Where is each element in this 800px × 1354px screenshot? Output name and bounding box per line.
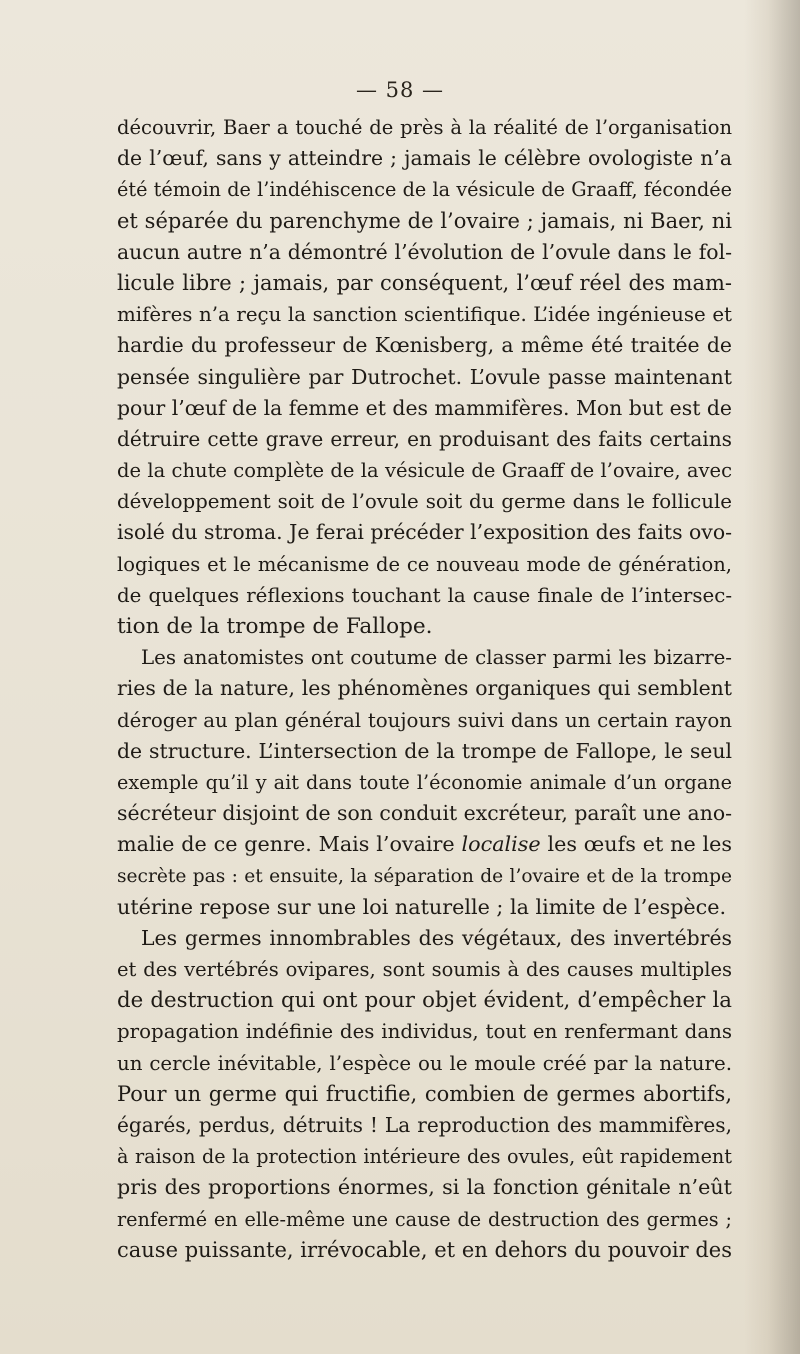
body-text (117, 112, 732, 1266)
text-line: licule libre ; jamais, par conséquent, l’œuf réel des mam- (117, 270, 732, 295)
paragraph-start-line: Les germes innombrables des végétaux, des invertébrés (141, 925, 732, 950)
text-line: un cercle inévitable, l’espèce ou le moule créé par la nature. (117, 1051, 732, 1075)
text-segment: malie de ce genre. Mais l’ovaire (117, 832, 455, 857)
text-line: et séparée du parenchyme de l’ovaire ; jamais, ni Baer, ni (117, 208, 732, 233)
text-line: de quelques réflexions touchant la cause finale de l’intersec- (117, 583, 732, 607)
text-line: secrète pas : et ensuite, la séparation de l’ovaire et de la trompe (117, 865, 732, 887)
text-line: été témoin de l’indéhiscence de la vésicule de Graaff, fécondée (117, 178, 732, 202)
text-line: et des vertébrés ovipares, sont soumis à des causes multiples (117, 958, 732, 982)
text-line: Pour un germe qui fructifie, combien de germes abortifs, (117, 1081, 732, 1106)
text-line: renfermé en elle-même une cause de destruction des germes ; (117, 1207, 732, 1231)
text-line: de structure. L’intersection de la trompe de Fallope, le seul (117, 738, 732, 763)
text-line: de l’œuf, sans y atteindre ; jamais le célèbre ovologiste n’a (117, 146, 732, 171)
text-line: cause puissante, irrévocable, et en dehors du pouvoir des (117, 1237, 732, 1262)
text-line: à raison de la protection intérieure des ovules, eût rapidement (117, 1145, 732, 1169)
text-line: détruire cette grave erreur, en produisant des faits certains (117, 426, 732, 451)
text-line: mifères n’a reçu la sanction scientifique. L’idée ingénieuse et (117, 303, 732, 327)
text-line: tion de la trompe de Fallope. (117, 614, 433, 639)
text-line: découvrir, Baer a touché de près à la réalité de l’organisation (117, 116, 732, 139)
text-line: déroger au plan général toujours suivi dans un certain rayon (117, 708, 732, 732)
text-line: propagation indéfinie des individus, tout en renfermant dans (117, 1020, 732, 1044)
text-line: exemple qu’il y ait dans toute l’économie animale d’un organe (117, 770, 732, 794)
text-line: de destruction qui ont pour objet évident, d’empêcher la (117, 988, 732, 1014)
text-line: sécréteur disjoint de son conduit excréteur, paraît une ano- (117, 801, 732, 826)
text-line: égarés, perdus, détruits ! La reproduction des mammifères, (117, 1113, 732, 1137)
text-line: ries de la nature, les phénomènes organiques qui semblent (117, 676, 732, 701)
paragraph-start-line: Les anatomistes ont coutume de classer parmi les bizarre- (141, 646, 732, 670)
text-line: isolé du stroma. Je ferai précéder l’exposition des faits ovo- (117, 520, 732, 545)
text-line: aucun autre n’a démontré l’évolution de l’ovule dans le fol- (117, 239, 732, 264)
text-segment: les œufs et ne les (547, 832, 733, 857)
text-line: pour l’œuf de la femme et des mammifères. Mon but est de (117, 395, 732, 420)
text-line: hardie du professeur de Kœnisberg, a même été traitée de (117, 333, 732, 358)
page-number: — 58 — (355, 78, 445, 102)
italic-word: localise (461, 832, 541, 857)
text-line: logiques et le mécanisme de ce nouveau mode de génération, (117, 552, 732, 576)
text-line: utérine repose sur une loi naturelle ; la limite de l’espèce. (117, 894, 727, 919)
text-line: de la chute complète de la vésicule de Graaff de l’ovaire, avec (117, 459, 732, 483)
text-line: développement soit de l’ovule soit du germe dans le follicule (117, 490, 732, 514)
text-line: pris des proportions énormes, si la fonction génitale n’eût (117, 1175, 732, 1200)
text-line-with-italic (117, 829, 732, 860)
text-line: pensée singulière par Dutrochet. L’ovule passe maintenant (117, 364, 732, 389)
